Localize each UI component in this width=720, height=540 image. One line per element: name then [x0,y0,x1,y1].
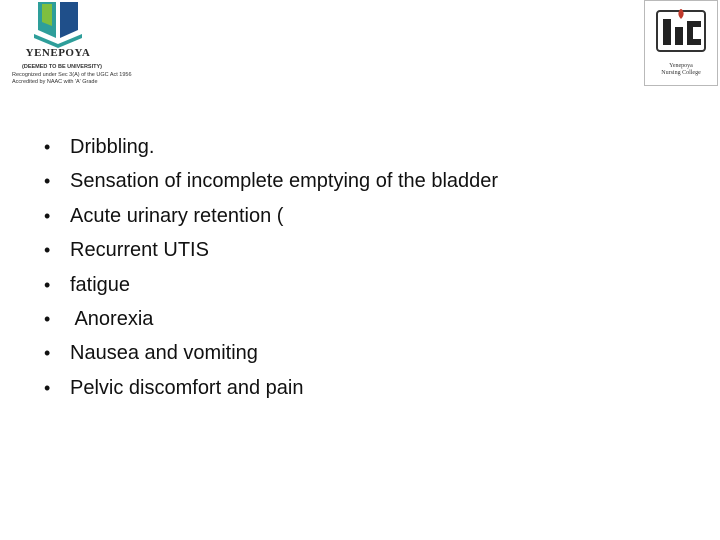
bullet-text: Pelvic discomfort and pain [70,376,304,399]
bullet-item [44,303,498,337]
bullet-item [44,269,498,303]
bullet-dot: • [44,377,51,398]
bullet-dot: • [44,308,51,329]
nursing-college-label [645,63,717,77]
bullet-dot: • [44,205,51,226]
nursing-college-label-line: Yenepoya [669,63,693,69]
bullet-item [44,372,498,406]
bullet-item [44,234,498,268]
bullet-dot: • [44,240,51,261]
bullet-item [44,165,498,199]
bullet-text: Dribbling. [70,136,155,158]
nursing-college-crest-icon [655,7,707,59]
accreditation-line: Accredited by NAAC with 'A' Grade [12,79,98,85]
bullet-dot: • [44,137,51,157]
bullet-text: Acute urinary retention ( [70,204,284,227]
university-logo [8,0,132,100]
bullet-text: fatigue [70,273,131,296]
bullet-item [44,131,498,165]
bullet-item [44,337,498,371]
bullet-text: Recurrent UTIS [70,239,209,262]
bullet-text: Sensation of incomplete emptying of the bladder [70,170,499,193]
nursing-college-label-line: Nursing College [661,70,701,76]
bullet-item [44,200,498,234]
bullet-dot: • [44,343,51,364]
bullet-list [44,131,498,406]
bullet-dot: • [44,274,51,295]
nursing-college-logo [644,0,718,86]
bullet-text: Nausea and vomiting [70,342,258,365]
university-name: YENEPOYA [25,47,91,59]
bullet-text: Anorexia [70,307,154,330]
shield-crest-icon [32,0,84,48]
university-accreditation [12,64,132,87]
accreditation-line: Recognized under Sec 3(A) of the UGC Act 1956 [12,71,132,78]
bullet-dot: • [44,171,51,192]
accreditation-line: (DEEMED TO BE UNIVERSITY) [22,64,102,70]
